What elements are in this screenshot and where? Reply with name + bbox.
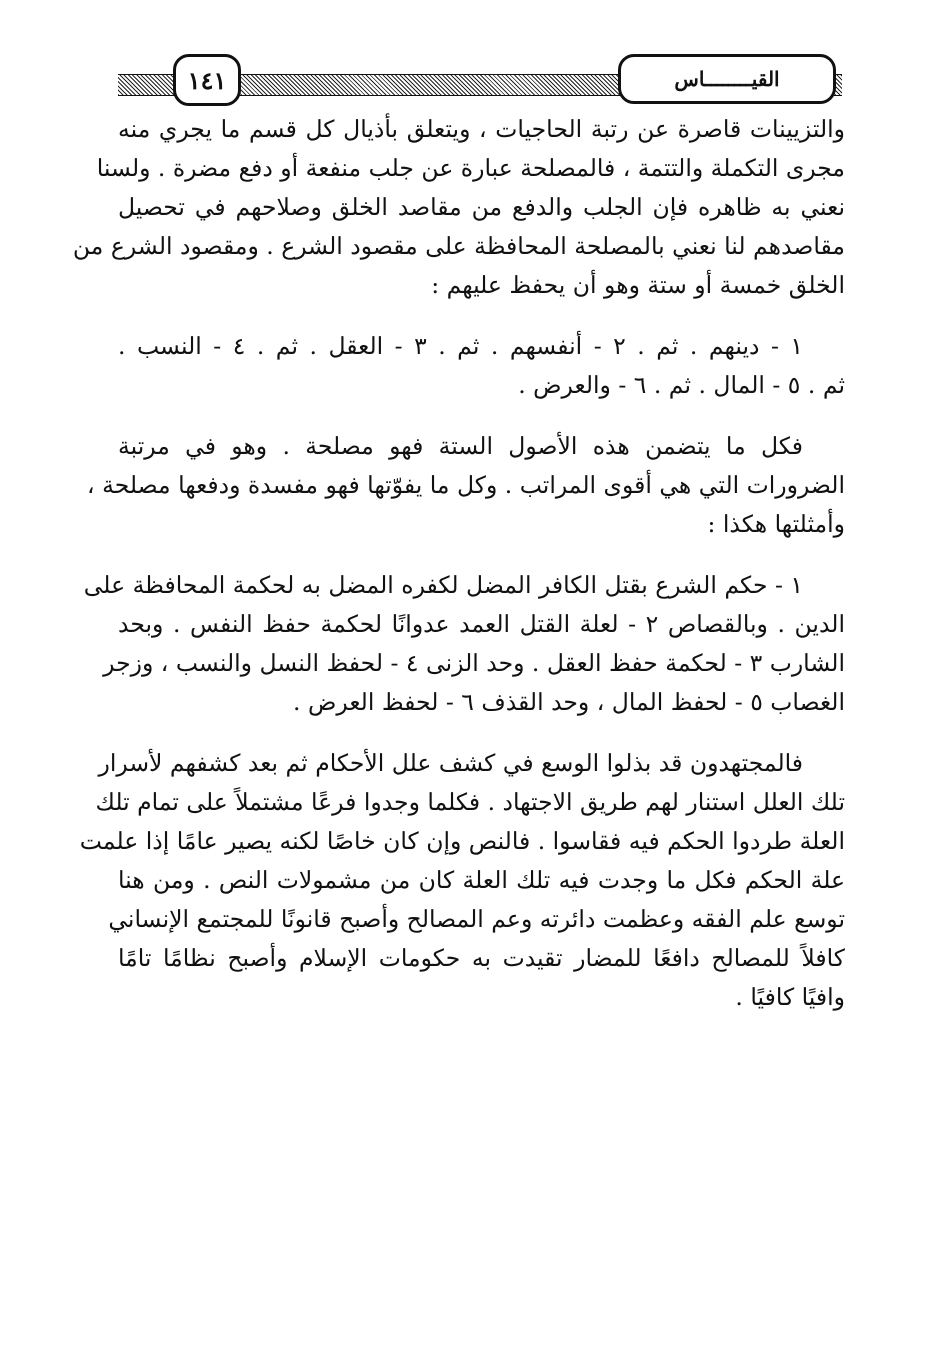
paragraph <box>83 566 845 722</box>
chapter-title: القيــــــــاس <box>618 54 836 104</box>
text-line: الدين . وبالقصاص ٢ - لعلة القتل العمد عدوانًا لحكمة حفظ النفس . وبحد <box>118 610 845 638</box>
text-line: علة الحكم فكل ما وجدت فيه تلك العلة كان من مشمولات النص . ومن هنا <box>118 866 845 894</box>
text-line: فالمجتهدون قد بذلوا الوسع في كشف علل الأحكام ثم بعد كشفهم لأسرار <box>98 749 803 777</box>
paragraph <box>79 744 845 1017</box>
paragraph-gap <box>118 722 845 744</box>
text-line: الغصاب ٥ - لحفظ المال ، وحد القذف ٦ - لحفظ العرض . <box>293 688 845 716</box>
text-line: مجرى التكملة والتتمة ، فالمصلحة عبارة عن جلب منفعة أو دفع مضرة . ولسنا <box>96 154 845 182</box>
text-line: الشارب ٣ - لحكمة حفظ العقل . وحد الزنى ٤ - لحفظ النسل والنسب ، وزجر <box>103 649 845 677</box>
text-line: الخلق خمسة أو ستة وهو أن يحفظ عليهم : <box>431 271 845 299</box>
text-line: مقاصدهم لنا نعني بالمصلحة المحافظة على مقصود الشرع . ومقصود الشرع من <box>72 232 845 260</box>
text-line: ثم . ٥ - المال . ثم . ٦ - والعرض . <box>518 371 845 399</box>
text-line: توسع علم الفقه وعظمت دائرته وعم المصالح وأصبح قانونًا للمجتمع الإنساني <box>108 905 845 933</box>
text-line: كافلاً للمصالح دافعًا للمضار تقيدت به حكومات الإسلام وأصبح نظامًا تامًا <box>118 944 845 972</box>
text-line: ١ - دينهم . ثم . ٢ - أنفسهم . ثم . ٣ - العقل . ثم . ٤ - النسب . <box>118 332 804 360</box>
running-header <box>118 46 842 108</box>
paragraph <box>87 427 845 544</box>
text-line: ١ - حكم الشرع بقتل الكافر المضل لكفره المضل به لحكمة المحافظة على <box>83 571 803 599</box>
paragraph-gap <box>118 405 845 427</box>
page-number: ١٤١ <box>173 54 241 106</box>
text-line: العلة طردوا الحكم فيه فقاسوا . فالنص وإن كان خاصًا لكنه يصير عامًا إذا علمت <box>79 827 845 855</box>
paragraph <box>118 327 845 405</box>
text-line: والتزيينات قاصرة عن رتبة الحاجيات ، ويتعلق بأذيال كل قسم ما يجري منه <box>118 115 845 143</box>
text-line: نعني به ظاهره فإن الجلب والدفع من مقاصد الخلق وصلاحهم في تحصيل <box>118 193 845 221</box>
text-line: الضرورات التي هي أقوى المراتب . وكل ما يفوّتها فهو مفسدة ودفعها مصلحة ، <box>87 471 845 499</box>
paragraph-gap <box>118 305 845 327</box>
text-line: تلك العلل استنار لهم طريق الاجتهاد . فكلما وجدوا فرعًا مشتملاً على تمام تلك <box>95 788 845 816</box>
page-body <box>72 110 845 1017</box>
paragraph-gap <box>118 544 845 566</box>
text-line: وأمثلتها هكذا : <box>707 510 845 538</box>
paragraph <box>72 110 845 305</box>
text-line: فكل ما يتضمن هذه الأصول الستة فهو مصلحة . وهو في مرتبة <box>118 432 803 460</box>
text-line: وافيًا كافيًا . <box>735 983 845 1011</box>
